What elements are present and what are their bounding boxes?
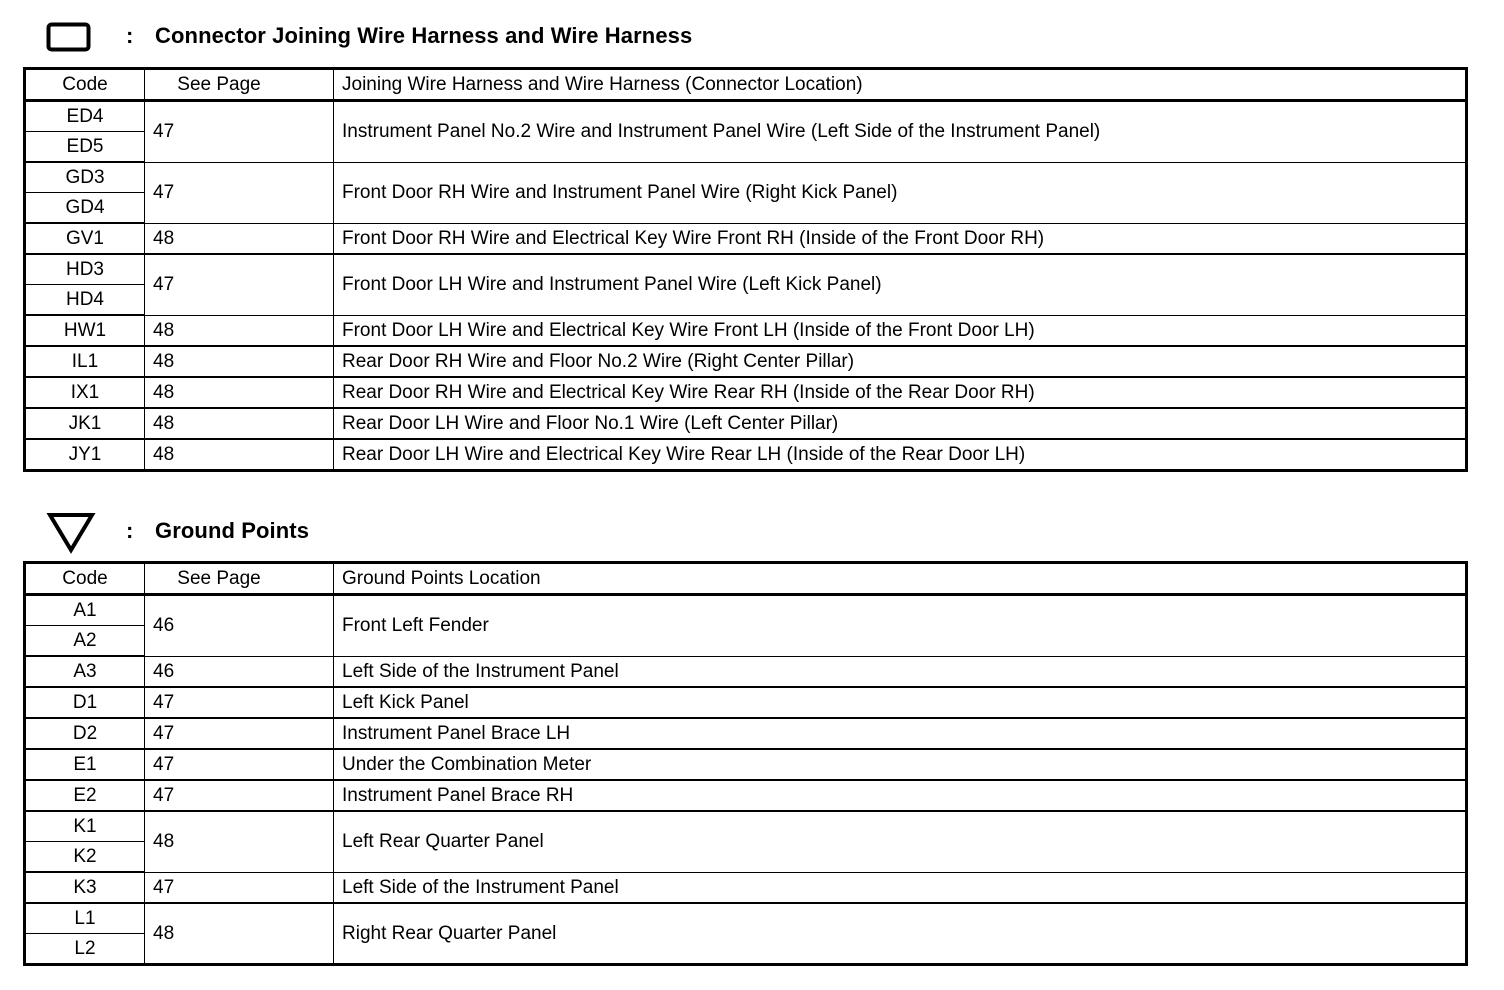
location-cell: Instrument Panel No.2 Wire and Instrument Panel Wire (Left Side of the Instrument Panel) [334,101,1467,163]
table-header-row [25,563,1467,595]
table-row [25,656,1467,687]
code-cell: IX1 [25,377,145,408]
table-row [25,377,1467,408]
code-cell: GD3 [25,162,145,193]
code-cell: ED5 [25,132,145,163]
connector-table [23,67,1468,472]
code-cell: HD4 [25,285,145,316]
code-cell: K2 [25,842,145,873]
table-row [25,749,1467,780]
heading-colon: : [126,518,134,543]
table-row [25,346,1467,377]
see-page-cell: 48 [145,439,334,471]
table-row [25,315,1467,346]
code-cell: HW1 [25,315,145,346]
code-cell: A3 [25,656,145,687]
see-page-cell: 47 [145,749,334,780]
ground-table-body [25,595,1467,965]
code-cell: ED4 [25,101,145,132]
table-row [25,872,1467,903]
code-cell: D1 [25,687,145,718]
see-page-cell: 48 [145,315,334,346]
ground-section-heading [0,508,1504,548]
connector-table-body [25,101,1467,471]
table-row [25,439,1467,471]
table-row [25,780,1467,811]
table-row [25,101,1467,132]
location-cell: Instrument Panel Brace RH [334,780,1467,811]
see-page-cell: 48 [145,346,334,377]
header-see-page: See Page [145,69,334,101]
code-cell: GV1 [25,223,145,254]
location-cell: Front Left Fender [334,595,1467,657]
location-cell: Left Rear Quarter Panel [334,811,1467,872]
table-row [25,718,1467,749]
ground-table-wrapper [23,561,1468,966]
code-cell: K3 [25,872,145,903]
header-location: Ground Points Location [334,563,1467,595]
see-page-cell: 47 [145,162,334,223]
table-row [25,223,1467,254]
connector-table-wrapper [23,67,1468,472]
code-cell: E2 [25,780,145,811]
see-page-cell: 46 [145,656,334,687]
ground-section-title: Ground Points [155,518,310,543]
ground-table [23,561,1468,966]
location-cell: Front Door LH Wire and Electrical Key Wire Front LH (Inside of the Front Door LH) [334,315,1467,346]
location-cell: Left Side of the Instrument Panel [334,656,1467,687]
table-header-row [25,69,1467,101]
header-code: Code [25,563,145,595]
see-page-cell: 48 [145,377,334,408]
see-page-cell: 47 [145,780,334,811]
code-cell: IL1 [25,346,145,377]
header-see-page: See Page [145,563,334,595]
table-row [25,162,1467,193]
see-page-cell: 47 [145,687,334,718]
code-cell: GD4 [25,193,145,224]
table-row [25,811,1467,842]
location-cell: Right Rear Quarter Panel [334,903,1467,965]
location-cell: Rear Door LH Wire and Floor No.1 Wire (Left Center Pillar) [334,408,1467,439]
connector-section-title: Connector Joining Wire Harness and Wire Harness [155,23,693,48]
header-location: Joining Wire Harness and Wire Harness (Connector Location) [334,69,1467,101]
code-cell: K1 [25,811,145,842]
see-page-cell: 47 [145,254,334,315]
header-code: Code [25,69,145,101]
location-cell: Left Kick Panel [334,687,1467,718]
location-cell: Instrument Panel Brace LH [334,718,1467,749]
location-cell: Rear Door RH Wire and Electrical Key Wire Rear RH (Inside of the Rear Door RH) [334,377,1467,408]
see-page-cell: 48 [145,408,334,439]
location-cell: Left Side of the Instrument Panel [334,872,1467,903]
code-cell: JY1 [25,439,145,471]
see-page-cell: 48 [145,811,334,872]
code-cell: E1 [25,749,145,780]
code-cell: HD3 [25,254,145,285]
see-page-cell: 48 [145,223,334,254]
code-cell: A1 [25,595,145,626]
square-icon [46,22,92,54]
code-cell: D2 [25,718,145,749]
see-page-cell: 46 [145,595,334,657]
code-cell: A2 [25,626,145,657]
location-cell: Front Door RH Wire and Electrical Key Wire Front RH (Inside of the Front Door RH) [334,223,1467,254]
see-page-cell: 47 [145,718,334,749]
triangle-down-icon [46,510,96,554]
see-page-cell: 47 [145,101,334,163]
see-page-cell: 48 [145,903,334,965]
location-cell: Rear Door RH Wire and Floor No.2 Wire (Right Center Pillar) [334,346,1467,377]
table-row [25,595,1467,626]
table-row [25,903,1467,934]
see-page-cell: 47 [145,872,334,903]
code-cell: L1 [25,903,145,934]
code-cell: L2 [25,934,145,965]
location-cell: Front Door LH Wire and Instrument Panel Wire (Left Kick Panel) [334,254,1467,315]
location-cell: Under the Combination Meter [334,749,1467,780]
location-cell: Rear Door LH Wire and Electrical Key Wire Rear LH (Inside of the Rear Door LH) [334,439,1467,471]
table-row [25,254,1467,285]
location-cell: Front Door RH Wire and Instrument Panel Wire (Right Kick Panel) [334,162,1467,223]
connector-section-heading [0,16,1504,56]
heading-colon: : [126,23,134,48]
table-row [25,408,1467,439]
table-row [25,687,1467,718]
code-cell: JK1 [25,408,145,439]
